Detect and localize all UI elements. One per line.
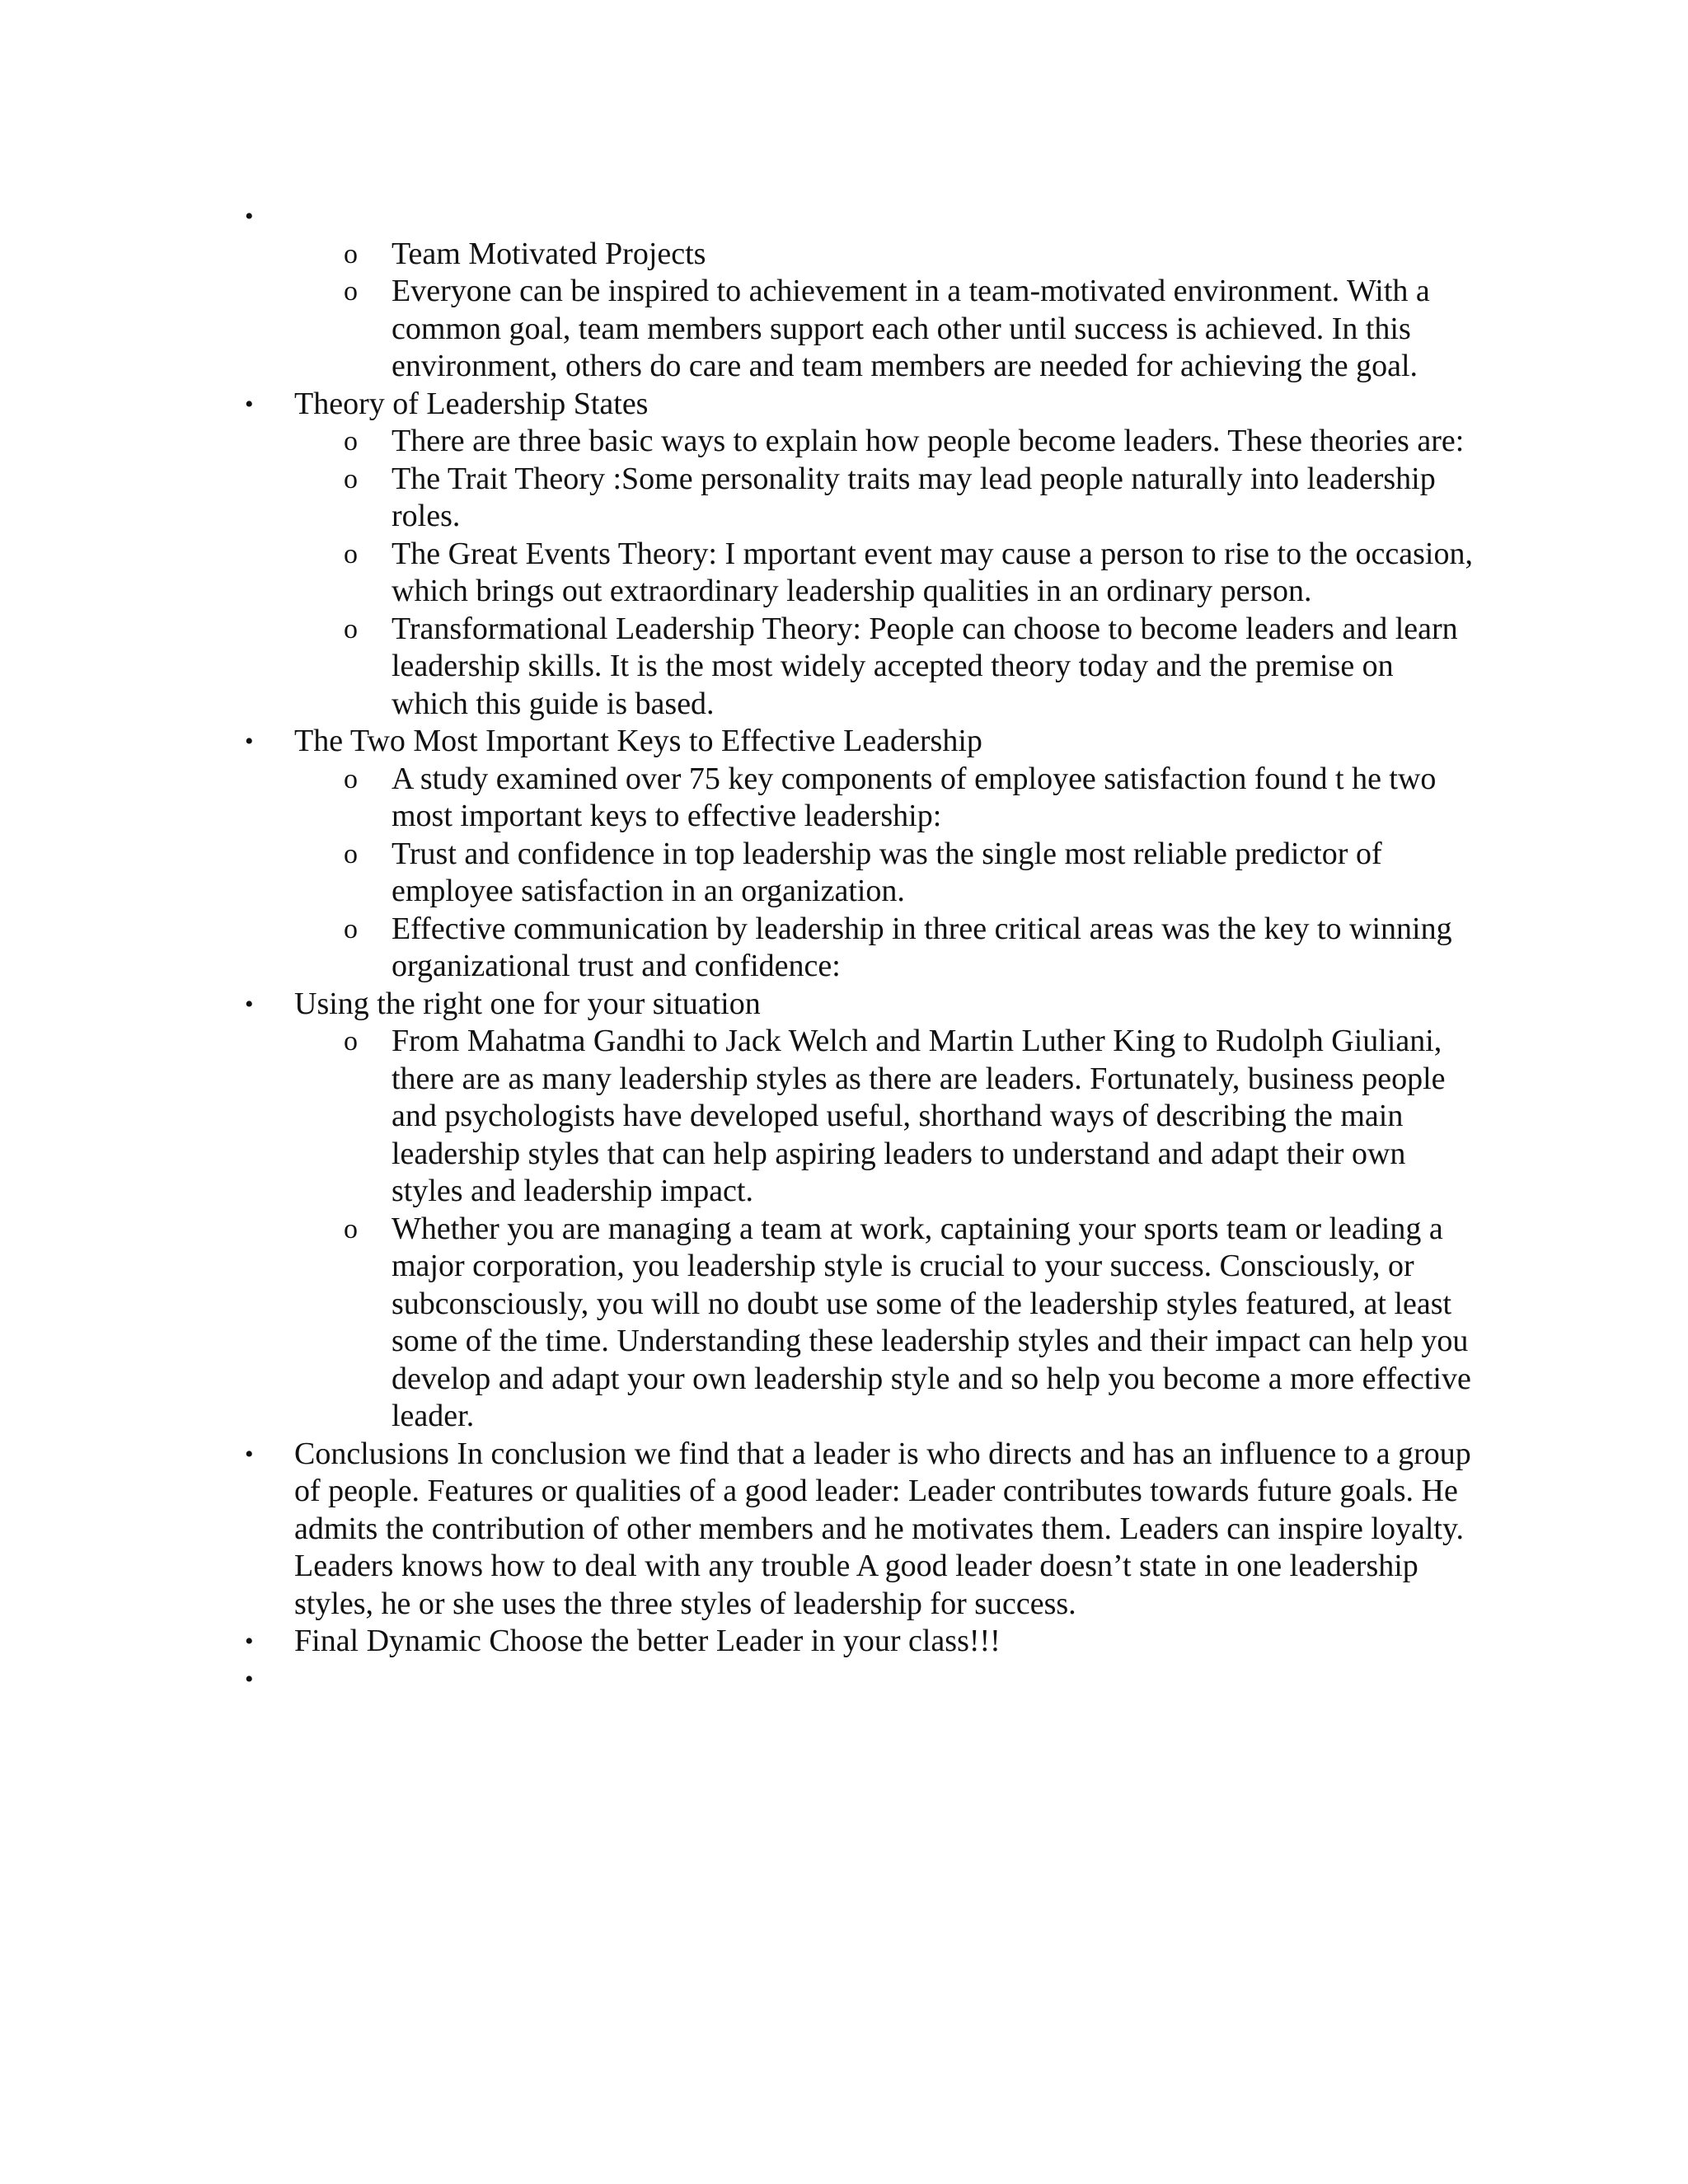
list-item — [0, 836, 1473, 911]
section-heading — [0, 1436, 1473, 1624]
sub-bullet-icon: o — [344, 613, 358, 644]
bullet-icon: • — [245, 1628, 254, 1655]
list-item — [0, 911, 1473, 986]
bullet-icon: • — [245, 728, 254, 755]
bullet-icon: • — [245, 203, 254, 230]
empty-list-item — [0, 1661, 1473, 1699]
list-item-text: Team Motivated Projects — [392, 236, 706, 271]
list-item-text: Whether you are managing a team at work, captaining your sports team or leading a major corporation, you leadership style is crucial to your success. Consciously, or subconsciously, you will no doubt use some of the leadership styles featured, at least some of the time. Understanding these leadership styles and their impact can help you develop and adapt your own leadership style and so help you become a more effective leader. — [392, 1211, 1471, 1433]
section-title: Final Dynamic Choose the better Leader in your class!!! — [294, 1624, 1001, 1658]
list-item — [0, 1211, 1473, 1436]
sub-bullet-icon: o — [344, 1213, 358, 1244]
section-title: Using the right one for your situation — [294, 986, 761, 1021]
list-item-text: From Mahatma Gandhi to Jack Welch and Martin Luther King to Rudolph Giuliani, there are as many leadership styles as there are leaders. Fortunately, business people and psychologists have developed useful, shorthand ways of describing the main leadership styles that can help aspiring leaders to understand and adapt their own styles and leadership impact. — [392, 1024, 1446, 1208]
document-body — [0, 198, 1688, 1698]
section-title: Theory of Leadership States — [294, 386, 649, 421]
sub-bullet-icon: o — [344, 763, 358, 794]
sub-bullet-icon: o — [344, 538, 358, 569]
bullet-icon: • — [245, 1665, 254, 1693]
sub-bullet-icon: o — [344, 838, 358, 869]
sub-bullet-icon: o — [344, 238, 358, 269]
list-item-text: The Great Events Theory: I mportant event may cause a person to rise to the occasion, which brings out extraordinary leadership qualities in an ordinary person. — [392, 536, 1473, 608]
list-item-text: A study examined over 75 key components of employee satisfaction found t he two most important keys to effective leadership: — [392, 761, 1437, 833]
section-paragraph: Conclusions In conclusion we find that a leader is who directs and has an influence to a group of people. Features or qualities of a good leader: Leader contributes towards future goals. He admits the contribution of other members and he motivates them. Leaders can inspire loyalty. Leaders knows how to deal with any trouble A good leader doesn’t state in one leadership styles, he or she uses the three styles of leadership for success. — [294, 1436, 1471, 1621]
bullet-icon: • — [245, 390, 254, 418]
section-heading — [0, 986, 1473, 1024]
section-heading — [0, 723, 1473, 761]
bullet-icon: • — [245, 1440, 254, 1468]
empty-list-item — [0, 198, 1473, 236]
list-item — [0, 273, 1473, 386]
list-item-text: Transformational Leadership Theory: People can choose to become leaders and learn leadership skills. It is the most widely accepted theory today and the premise on which this guide is based. — [392, 611, 1458, 721]
list-item-text: There are three basic ways to explain how people become leaders. These theories are: — [392, 424, 1465, 458]
sub-bullet-icon: o — [344, 426, 358, 457]
sub-bullet-icon: o — [344, 913, 358, 944]
list-item-text: The Trait Theory :Some personality traits may lead people naturally into leadership roles. — [392, 461, 1436, 533]
section-heading — [0, 1623, 1473, 1661]
list-item-text: Everyone can be inspired to achievement in a team-motivated environment. With a common goal, team members support each other until success is achieved. In this environment, others do care and team members are needed for achieving the goal. — [392, 274, 1430, 383]
section-title: The Two Most Important Keys to Effective Leadership — [294, 724, 982, 758]
bullet-icon: • — [245, 990, 254, 1018]
list-item — [0, 611, 1473, 724]
list-item — [0, 423, 1473, 461]
sub-bullet-icon: o — [344, 463, 358, 494]
sub-bullet-icon: o — [344, 276, 358, 307]
list-item — [0, 461, 1473, 536]
list-item — [0, 236, 1473, 274]
list-item — [0, 761, 1473, 836]
list-item — [0, 1023, 1473, 1211]
list-item-text: Effective communication by leadership in three critical areas was the key to winning organizational trust and confidence: — [392, 911, 1452, 983]
section-heading — [0, 386, 1473, 424]
list-item — [0, 536, 1473, 611]
list-item-text: Trust and confidence in top leadership was the single most reliable predictor of employee satisfaction in an organization. — [392, 836, 1382, 908]
sub-bullet-icon: o — [344, 1026, 358, 1057]
